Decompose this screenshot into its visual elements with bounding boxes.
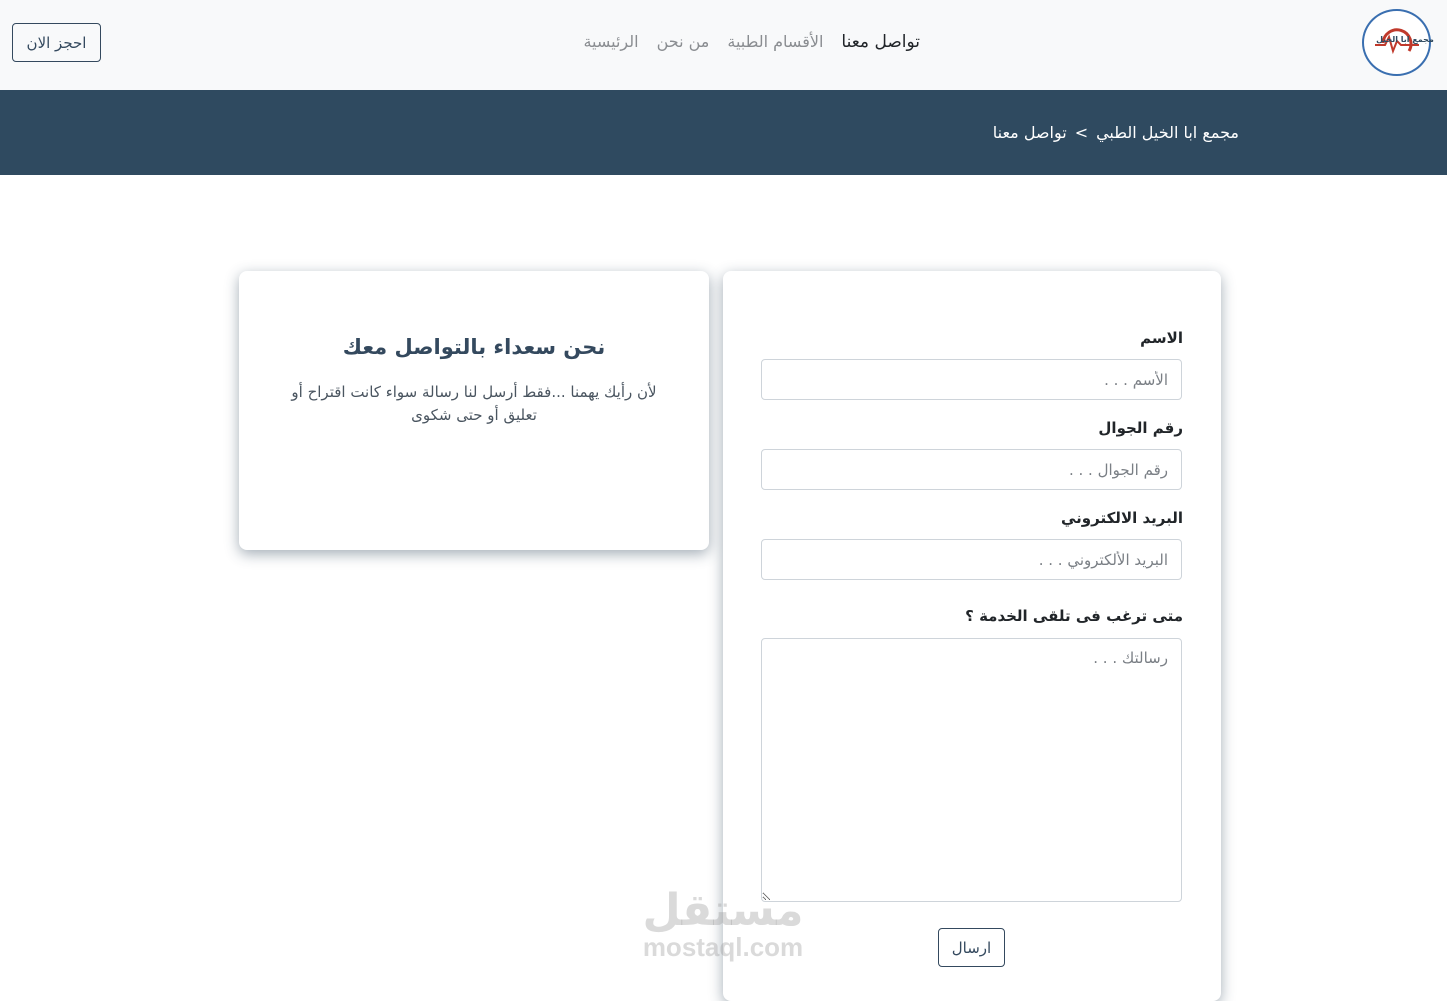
watermark-latin: mostaql.com: [642, 932, 804, 962]
breadcrumb-current: تواصل معنا: [992, 123, 1067, 142]
top-navbar: [0, 0, 1447, 90]
name-label: الاسم: [1140, 329, 1183, 347]
message-label: متى ترغب فى تلقى الخدمة ؟: [965, 607, 1183, 625]
contact-info-card: [239, 271, 709, 550]
logo-text: مجمع ابا الخيل: [1375, 34, 1434, 44]
send-button[interactable]: ارسال: [938, 928, 1005, 967]
info-text: لأن رأيك يهمنا ...فقط أرسل لنا رسالة سواء كانت اقتراح أو تعليق أو حتى شكوى: [291, 383, 657, 424]
breadcrumb-separator: >: [1074, 123, 1089, 142]
breadcrumb-home[interactable]: مجمع ابا الخيل الطبي: [1096, 123, 1239, 142]
phone-label: رقم الجوال: [1098, 419, 1183, 437]
main-nav: [583, 32, 920, 56]
email-input[interactable]: [761, 539, 1182, 580]
contact-form: [723, 271, 1221, 1001]
clinic-logo[interactable]: [1362, 9, 1434, 76]
nav-contact[interactable]: تواصل معنا: [841, 32, 920, 52]
book-now-button[interactable]: احجز الان: [12, 23, 101, 62]
breadcrumb: [993, 123, 1239, 142]
nav-departments[interactable]: الأقسام الطبية: [727, 32, 824, 51]
phone-input[interactable]: [761, 449, 1182, 490]
name-input[interactable]: [761, 359, 1182, 400]
heartbeat-logo-icon: [1369, 15, 1434, 71]
info-title: نحن سعداء بالتواصل معك: [342, 335, 606, 359]
nav-about[interactable]: من نحن: [656, 32, 710, 51]
message-textarea[interactable]: [761, 638, 1182, 902]
email-label: البريد الالكتروني: [1061, 509, 1183, 527]
page-header-band: [0, 90, 1447, 175]
nav-home[interactable]: الرئيسية: [583, 32, 639, 51]
watermark-arabic: مستقل: [642, 885, 804, 936]
